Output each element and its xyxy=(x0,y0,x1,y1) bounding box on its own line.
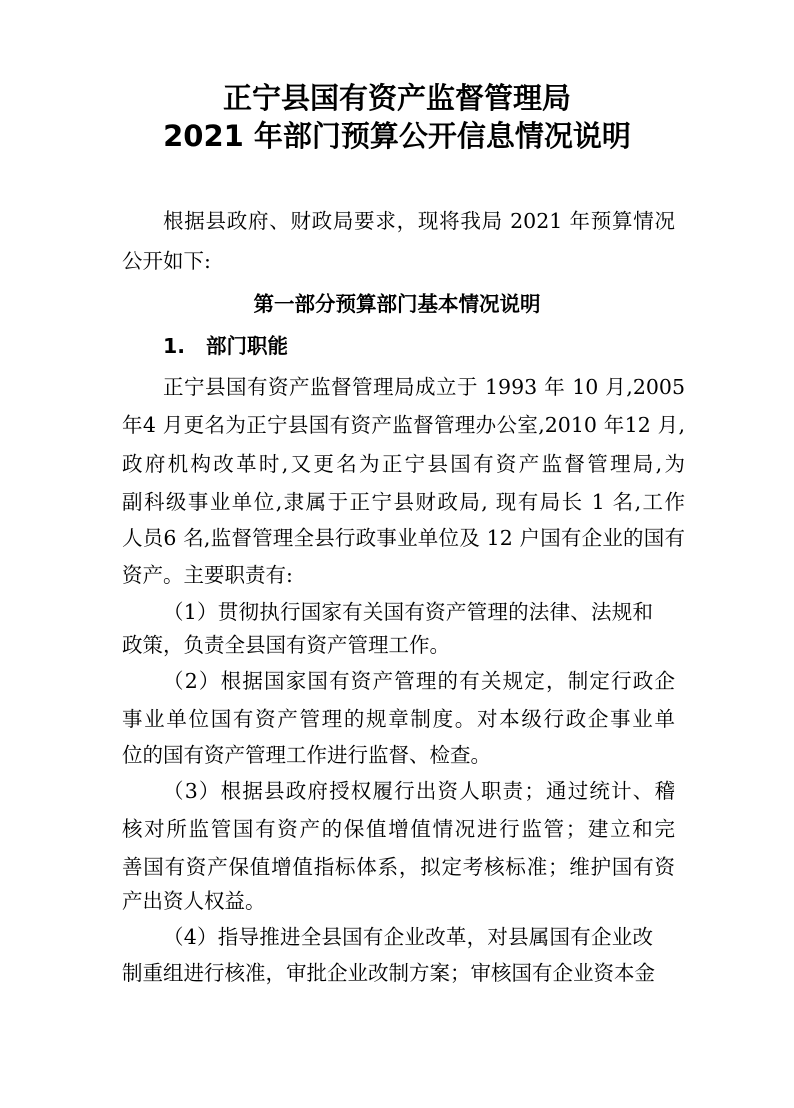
sub-heading-text: 部门职能 xyxy=(206,334,288,358)
body-line-1: 正宁县国有资产监督管理局成立于 1993 年 10 月,2005 xyxy=(163,375,685,399)
duty-1-line-1: （1）贯彻执行国家有关国有资产管理的法律、法规和 xyxy=(163,600,653,624)
document-title-line-2: 2021 年部门预算公开信息情况说明 xyxy=(163,119,631,153)
section-heading: 第一部分预算部门基本情况说明 xyxy=(253,292,541,316)
body-line-4: 副科级事业单位,隶属于正宁县财政局, 现有局长 1 名,工作 xyxy=(122,490,685,514)
duty-3-line-3: 善国有资产保值增值指标体系，拟定考核标准；维护国有资 xyxy=(122,855,675,879)
duty-1-line-2: 政策，负责全县国有资产管理工作。 xyxy=(122,633,450,657)
body-line-5: 人员6 名,监督管理全县行政事业单位及 12 户国有企业的国有 xyxy=(122,526,685,550)
body-line-6: 资产。主要职责有: xyxy=(122,563,293,587)
document-title-line-1: 正宁县国有资产监督管理局 xyxy=(222,81,571,115)
duty-3-line-2: 核对所监管国有资产的保值增值情况进行监管；建立和完 xyxy=(122,817,675,841)
duty-2-line-3: 位的国有资产管理工作进行监督、检查。 xyxy=(122,743,491,767)
duty-4-line-2: 制重组进行核准，审批企业改制方案；审核国有企业资本金 xyxy=(122,961,655,985)
body-line-3: 政府机构改革时,又更名为正宁县国有资产监督管理局,为 xyxy=(122,452,685,476)
duty-2-line-2: 事业单位国有资产管理的规章制度。对本级行政企事业单 xyxy=(122,707,675,731)
intro-line-2: 公开如下: xyxy=(122,249,211,273)
duty-3-line-1: （3）根据县政府授权履行出资人职责；通过统计、稽 xyxy=(163,779,675,803)
sub-heading-number: 1. xyxy=(163,334,186,358)
body-line-2: 年4 月更名为正宁县国有资产监督管理办公室,2010 年12 月, xyxy=(122,413,685,437)
duty-4-line-1: （4）指导推进全县国有企业改革，对县属国有企业改 xyxy=(163,925,653,949)
duty-3-line-4: 产出资人权益。 xyxy=(122,889,266,913)
duty-2-line-1: （2）根据国家国有资产管理的有关规定，制定行政企 xyxy=(163,669,675,693)
intro-line-1: 根据县政府、财政局要求，现将我局 2021 年预算情况 xyxy=(163,209,675,233)
